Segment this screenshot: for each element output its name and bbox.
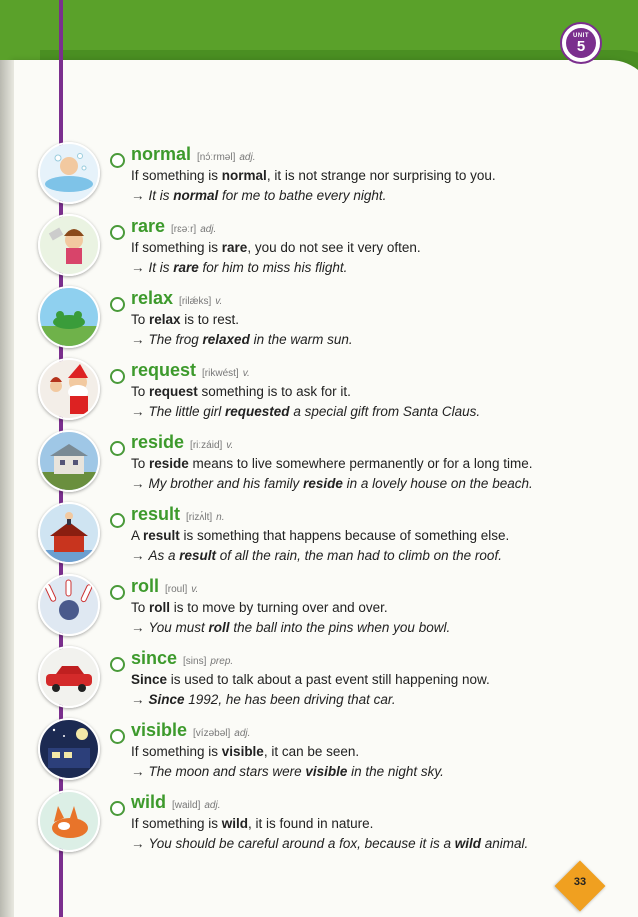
pronunciation: [vízəbəl] [193,728,231,739]
word: visible [131,720,188,740]
example: → You must roll the ball into the pins when you bowl. [131,620,451,635]
unit-label: UNIT [573,32,589,39]
example: → You should be careful around a fox, because it is a wild animal. [131,836,529,851]
pronunciation: [rizʌ́lt] [186,512,213,523]
house-image [38,430,100,492]
word: since [131,648,178,668]
example: → As a result of all the rain, the man had to climb on the roof. [131,548,502,563]
arrow-icon: → [131,188,145,203]
word: wild [131,792,166,812]
bullet-icon [110,225,125,240]
santa-image [38,358,100,420]
girl-image [38,214,100,276]
part-of-speech: v. [242,368,250,379]
definition: If something is visible, it can be seen. [131,744,360,759]
word: reside [131,432,185,452]
entry-wild [0,792,638,870]
definition: To request something is to ask for it. [131,384,351,399]
word: relax [131,288,174,308]
arrow-icon: → [131,476,145,491]
entry-roll [0,576,638,654]
part-of-speech: adj. [234,728,251,739]
part-of-speech: v. [191,584,199,595]
example: → My brother and his family reside in a lovely house on the beach. [131,476,533,491]
pronunciation: [rɛəːr] [171,224,197,235]
entry-normal [0,144,638,222]
word: normal [131,144,192,164]
arrow-icon: → [131,692,145,707]
definition: If something is rare, you do not see it very often. [131,240,421,255]
fox-image [38,790,100,852]
part-of-speech: v. [215,296,223,307]
entry-relax [0,288,638,366]
definition: To reside means to live somewhere permanently or for a long time. [131,456,533,471]
example: → It is normal for me to bathe every night. [131,188,387,203]
frog-image [38,286,100,348]
part-of-speech: prep. [210,656,234,667]
entry-result [0,504,638,582]
entry-rare [0,216,638,294]
example: → The moon and stars were visible in the night sky. [131,764,444,779]
word: request [131,360,197,380]
part-of-speech: adj. [204,800,221,811]
unit-badge [560,22,602,64]
entry-visible [0,720,638,798]
definition: To roll is to move by turning over and over. [131,600,388,615]
roof-image [38,502,100,564]
part-of-speech: adj. [239,152,256,163]
pronunciation: [waild] [172,800,201,811]
word: result [131,504,181,524]
arrow-icon: → [131,620,145,635]
pronunciation: [rikwést] [202,368,239,379]
part-of-speech: n. [216,512,225,523]
bullet-icon [110,441,125,456]
pronunciation: [sins] [183,656,207,667]
page-number: 33 [573,876,587,888]
definition: If something is wild, it is found in nature. [131,816,374,831]
arrow-icon: → [131,548,145,563]
entry-reside [0,432,638,510]
example: → The frog relaxed in the warm sun. [131,332,353,347]
example: → It is rare for him to miss his flight. [131,260,348,275]
example: → Since 1992, he has been driving that car. [131,692,396,707]
car-image [38,646,100,708]
pronunciation: [nɔ́ːrməl] [197,152,236,163]
definition: A result is something that happens because of something else. [131,528,510,543]
train-image [38,718,100,780]
entry-since [0,648,638,726]
arrow-icon: → [131,404,145,419]
part-of-speech: adj. [200,224,217,235]
bullet-icon [110,801,125,816]
entry-request [0,360,638,438]
bullet-icon [110,297,125,312]
pronunciation: [roul] [165,584,188,595]
bowling-image [38,574,100,636]
pronunciation: [rilǽks] [179,296,212,307]
arrow-icon: → [131,764,145,779]
bullet-icon [110,729,125,744]
bullet-icon [110,369,125,384]
pronunciation: [riːzáid] [190,440,223,451]
bullet-icon [110,657,125,672]
word: roll [131,576,160,596]
unit-number: 5 [576,37,586,55]
part-of-speech: v. [226,440,234,451]
example: → The little girl requested a special gift from Santa Claus. [131,404,481,419]
definition: If something is normal, it is not strange nor surprising to you. [131,168,496,183]
definition: Since is used to talk about a past event still happening now. [131,672,490,687]
definition: To relax is to rest. [131,312,240,327]
bath-image [38,142,100,204]
bullet-icon [110,513,125,528]
arrow-icon: → [131,332,145,347]
arrow-icon: → [131,836,145,851]
word: rare [131,216,166,236]
bullet-icon [110,585,125,600]
arrow-icon: → [131,260,145,275]
bullet-icon [110,153,125,168]
